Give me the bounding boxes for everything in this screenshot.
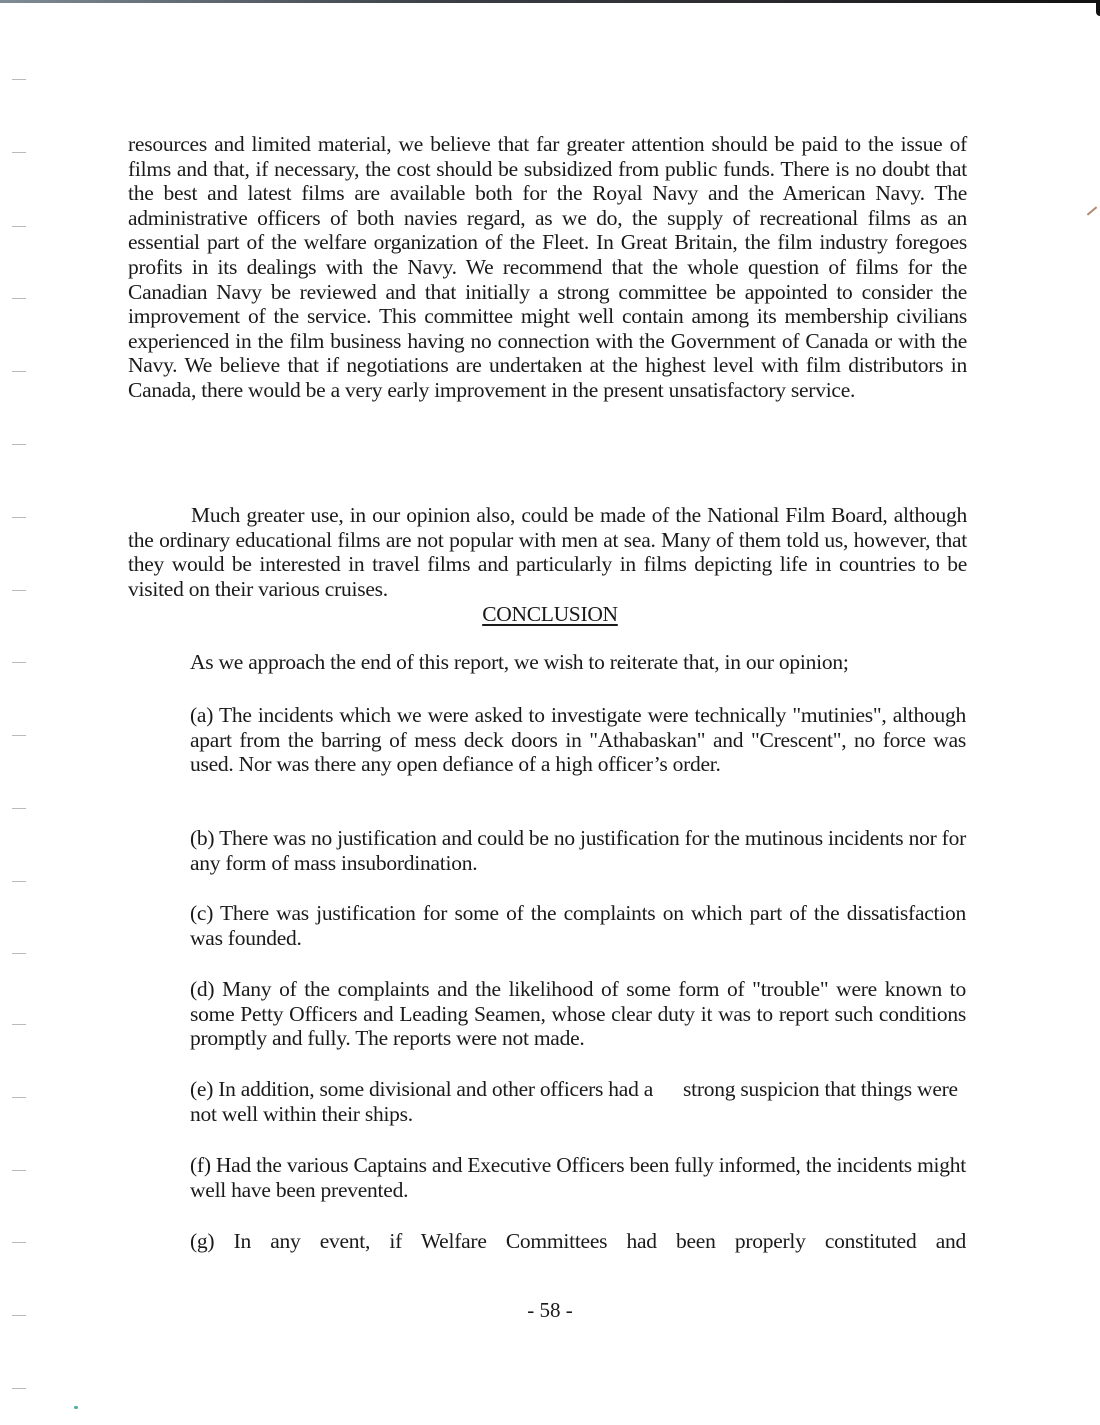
margin-tick bbox=[12, 1170, 26, 1171]
section-heading bbox=[0, 602, 1100, 627]
margin-tick bbox=[12, 881, 26, 882]
item-label: (f) bbox=[190, 1153, 211, 1177]
margin-tick bbox=[12, 371, 26, 372]
margin-tick bbox=[12, 735, 26, 736]
item-text: There was justification for some of the complaints on which part of the dissatisfaction was founded. bbox=[190, 901, 966, 950]
margin-tick bbox=[12, 590, 26, 591]
item-label: (b) bbox=[190, 826, 215, 850]
conclusion-item-c bbox=[190, 901, 966, 950]
conclusion-intro: As we approach the end of this report, we wish to reiterate that, in our opinion; bbox=[190, 650, 849, 674]
margin-tick bbox=[12, 662, 26, 663]
item-text: In any event, if Welfare Committees had been properly constituted and bbox=[233, 1229, 966, 1253]
conclusion-item-b bbox=[190, 826, 966, 875]
margin-tick bbox=[12, 226, 26, 227]
margin-tick bbox=[12, 1097, 26, 1098]
item-text: The incidents which we were asked to investigate were technically "mutinies", although apart from the barring of mess deck doors in "Athabaskan" and "Crescent", no force was used. Nor was there any open defiance of a high officer’s order. bbox=[190, 703, 966, 777]
body-paragraph-films: resources and limited material, we believe that far greater attention should be paid to the issue of films and that, if necessary, the cost should be subsidized from public funds. There is no doubt that the best and latest films are available both for the Royal Navy and the American Navy. The administrative officers of both navies regard, as we do, the supply of recreational films as an essential part of the welfare organization of the Fleet. In Great Britain, the film industry foregoes profits in its dealings with the Navy. We recommend that the whole question of films for the Canadian Navy be reviewed and that initially a strong committee be appointed to consider the improvement of the service. This committee might well contain among its membership civilians experienced in the film business having no connection with the Government of Canada or with the Navy. We believe that if negotiations are undertaken at the highest level with film distributors in Canada, there would be a very early improvement in the present unsatisfactory service. bbox=[128, 132, 967, 402]
scan-speck bbox=[74, 1406, 78, 1409]
margin-tick bbox=[12, 298, 26, 299]
margin-tick bbox=[12, 517, 26, 518]
margin-tick bbox=[12, 953, 26, 954]
item-label: (e) bbox=[190, 1077, 214, 1101]
scan-speck bbox=[1087, 206, 1097, 215]
conclusion-item-e bbox=[190, 1077, 966, 1126]
margin-tick bbox=[12, 1388, 26, 1389]
margin-tick bbox=[12, 444, 26, 445]
margin-tick bbox=[12, 152, 26, 153]
conclusion-item-g bbox=[190, 1229, 966, 1254]
margin-tick bbox=[12, 1024, 26, 1025]
binder-margin-marks bbox=[10, 0, 30, 1425]
item-label: (d) bbox=[190, 977, 215, 1001]
page-corner-shadow bbox=[1096, 0, 1100, 16]
item-text-part1: In addition, some divisional and other officers had a bbox=[218, 1077, 654, 1101]
conclusion-item-a bbox=[190, 703, 966, 777]
margin-tick bbox=[12, 1242, 26, 1243]
item-label: (g) bbox=[190, 1229, 215, 1253]
item-label: (c) bbox=[190, 901, 214, 925]
margin-tick bbox=[12, 808, 26, 809]
item-text-part2: strong suspicion that things were not well within their ships. bbox=[190, 1077, 958, 1126]
item-label: (a) bbox=[190, 703, 214, 727]
item-text: There was no justification and could be no justification for the mutinous incidents nor for any form of mass insubordination. bbox=[190, 826, 966, 875]
item-text: Had the various Captains and Executive Officers been fully informed, the incidents might well have been prevented. bbox=[190, 1153, 966, 1202]
margin-tick bbox=[12, 79, 26, 80]
conclusion-item-f bbox=[190, 1153, 966, 1202]
item-text: Many of the complaints and the likelihood of some form of "trouble" were known to some Petty Officers and Leading Seamen, whose clear duty it was to report such conditions promptly and fully. The reports were not made. bbox=[190, 977, 967, 1051]
page-number: - 58 - bbox=[527, 1298, 573, 1322]
conclusion-item-d bbox=[190, 977, 966, 1051]
page-top-edge bbox=[0, 0, 1100, 3]
body-paragraph-film-board: Much greater use, in our opinion also, could be made of the National Film Board, although the ordinary educational films are not popular with men at sea. Many of them told us, however, that they would be interested in travel films and particularly in films depicting life in countries to be visited on their various cruises. bbox=[128, 503, 967, 601]
section-heading-text: CONCLUSION bbox=[482, 602, 618, 626]
